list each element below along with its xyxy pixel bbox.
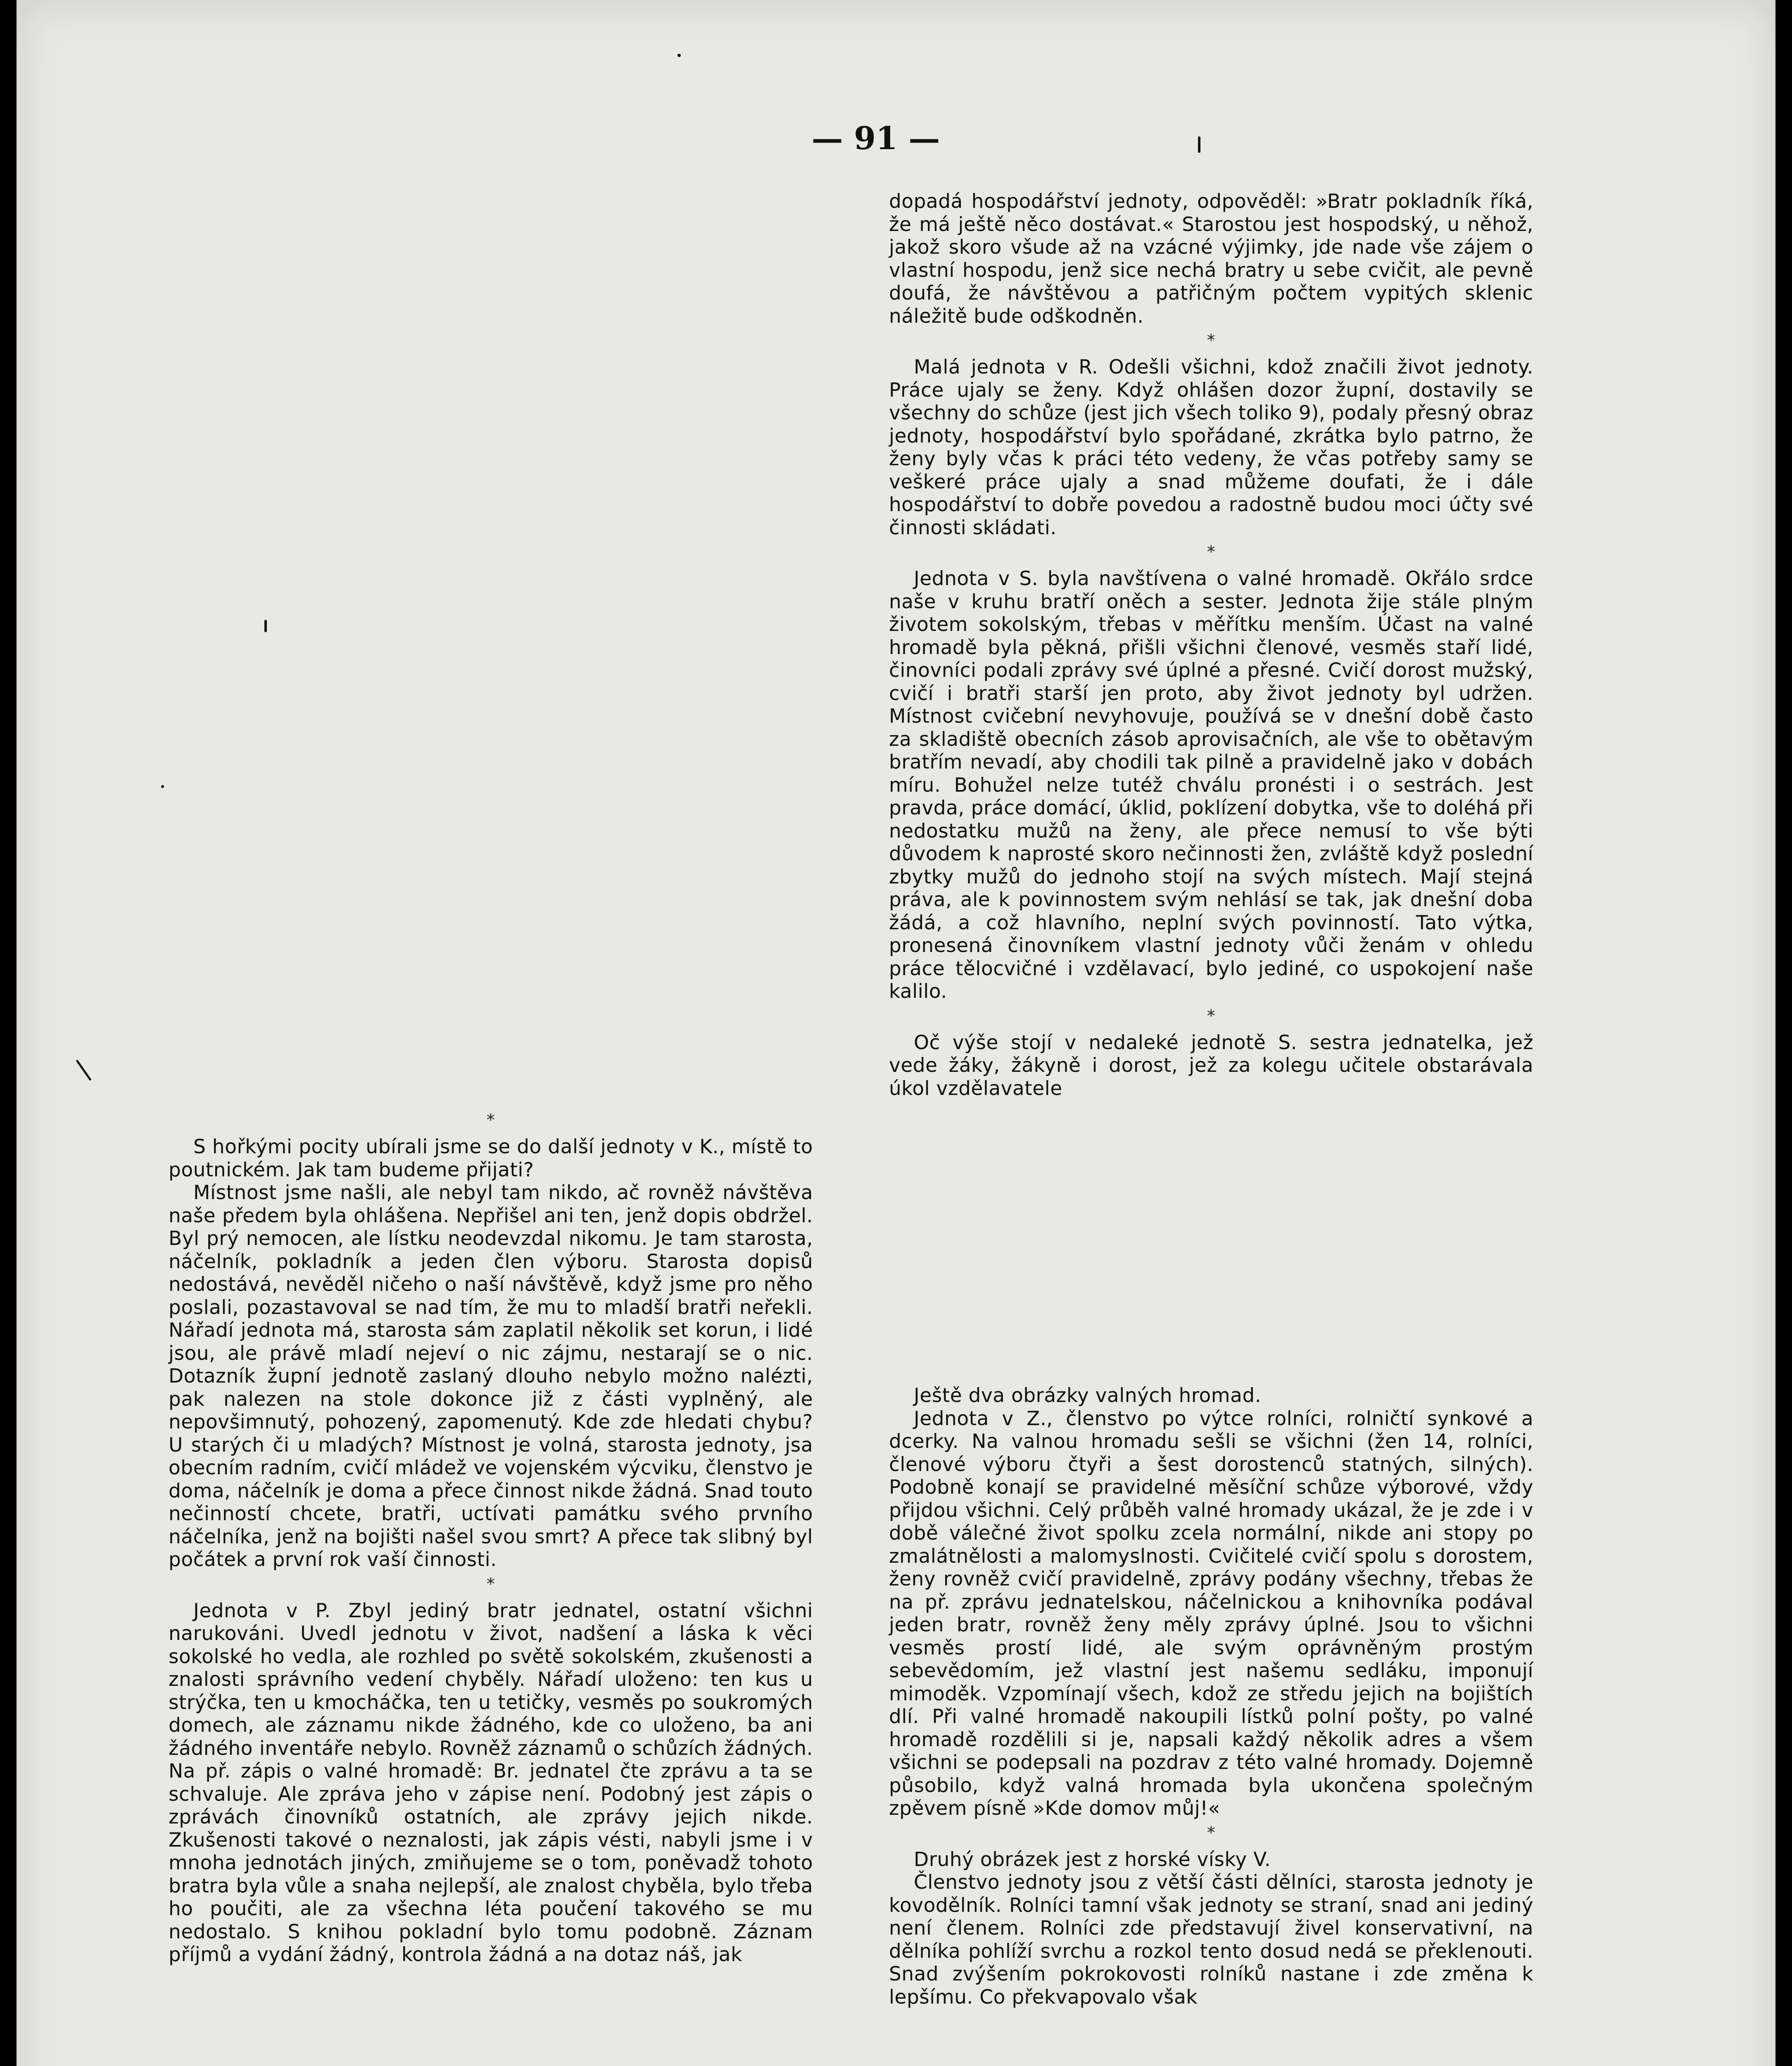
left-column bbox=[169, 1107, 813, 1966]
section-separator: * bbox=[486, 1111, 495, 1130]
paragraph-sestra-jednatelka: Oč výše stojí v nedaleké jednotě S. sestra jednatelka, jež vede žáky, žákyně i dorost, jež za kolegu učitele obstarávala úkol vzdělavatele bbox=[889, 1031, 1533, 1100]
section-separator: * bbox=[1207, 1823, 1216, 1842]
scan-speck bbox=[677, 54, 681, 57]
scan-speck bbox=[1198, 136, 1200, 153]
scan-speck bbox=[76, 1059, 92, 1081]
paragraph-jednota-r: Malá jednota v R. Odešli všichni, kdož značili život jednoty. Práce ujaly se ženy. Když ohlášen dozor župní, dostavily se všechny do schůze (jest jich všech toliko 9), podaly přesný obraz jednoty, hospodářství bylo spořádané, zkrátka bylo patrno, že ženy byly včas k práci této vedeny, že včas potřeby samy se veškeré práce ujaly a snad můžeme doufati, že i dále hospodářství to dobře povedou a radostně budou moci účty své činnosti skládati. bbox=[889, 356, 1533, 539]
section-separator: * bbox=[1207, 331, 1216, 350]
page-number: — 91 — bbox=[811, 120, 940, 157]
paragraph-jednota-p: Jednota v P. Zbyl jediný bratr jednatel, ostatní všichni narukováni. Uvedl jednotu v život, nadšení a láska k věci sokolské ho vedla, ale rozhled po světě sokolském, zkušenosti a znalosti správního vedení chyběly. Nářadí uloženo: ten kus u strýčka, ten u kmocháčka, ten u tetičky, vesměs po soukromých domech, ale záznamu nikde žádného, kde co uloženo, ba ani žádného inventáře nebylo. Rovněž záznamů o schůzích žádných. Na př. zápis o valné hromadě: Br. jednatel čte zprávu a ta se schvaluje. Ale zpráva jeho v zápise není. Podobný jest zápis o zprávách činovníků ostatních, ale zprávy jejich nikde. Zkušenosti takové o neznalosti, jak zápis vésti, nabyli jsme i v mnoha jednotách jiných, zmiňujeme se o tom, poněvadž tohoto bratra byla vůle a snaha nejlepší, ale znalost chyběla, bylo třeba ho poučiti, ale za všechna léta poučení takového se mu nedostalo. S knihou pokladní bylo tomu podobně. Záznam příjmů a vydání žádný, kontrola žádná a na dotaz náš, jak bbox=[169, 1599, 813, 1966]
right-column-top bbox=[889, 190, 1533, 1100]
scan-speck bbox=[264, 620, 267, 632]
scanned-page bbox=[17, 0, 1775, 2066]
subheading-second-picture: Druhý obrázek jest z horské vísky V. bbox=[914, 1848, 1271, 1871]
right-column-bottom bbox=[889, 1384, 1533, 2009]
paragraph-continuation: dopadá hospodářství jednoty, odpověděl: »Bratr pokladník říká, že má ještě něco dostávat.« Starostou jest hospodský, u něhož, jakož skoro všude až na vzácné výjimky, jde nade vše zájem o vlastní hospodu, jenž sice nechá bratry u sebe cvičit, ale pevně doufá, že návštěvou a patřičným počtem vypitých sklenic náležitě bude odškodněn. bbox=[889, 190, 1533, 328]
paragraph-village-v: Členstvo jednoty jsou z větší části dělníci, starosta jednoty je kovodělník. Rolníci tamní však jednoty se straní, snad ani jediný není členem. Rolníci zde představují živel konservativní, na dělníka pohlíží svrchu a rozkol tento dosud nedá se překlenouti. Snad zvýšením pokrokovosti rolníků nastane i zde změna k lepšímu. Co překvapovalo však bbox=[889, 1871, 1533, 2009]
section-separator: * bbox=[486, 1574, 495, 1594]
paragraph-jednota-z: Jednota v Z., členstvo po výtce rolníci, rolničtí synkové a dcerky. Na valnou hromadu sešli se všichni (žen 14, rolníci, členové výboru čtyři a šest dorostenců statných, silných). Podobně konají se pravidelné měsíční schůze výborové, vždy přijdou všichni. Celý průběh valné hromady ukázal, že je zde i v době válečné život spolku zcela normální, nikde ani stopy po zmalátnělosti a malomyslnosti. Cvičitelé cvičí spolu s dorostem, ženy rovněž cvičí pravidelně, zprávy podány všechny, třebas že na př. zprávu jednatelskou, náčelnickou a knihovníka podával jeden bratr, rovněž ženy měly zprávy úplné. Jsou to všichni vesměs prostí lidé, ale svým oprávněným prostým sebevědomím, jež vlastní jest našemu sedláku, imponují mimoděk. Vzpomínají všech, kdož ze středu jejich na bojištích dlí. Při valné hromadě nakoupili lístků polní pošty, po valné hromadě rozdělili si je, napsali každý několik adres a všem všichni se podepsali na pozdrav z této valné hromady. Dojemně působilo, když valná hromada byla ukončena společným zpěvem písně »Kde domov můj!« bbox=[889, 1407, 1533, 1820]
scan-speck bbox=[161, 785, 164, 788]
paragraph-jednota-s: Jednota v S. byla navštívena o valné hromadě. Okřálo srdce naše v kruhu bratří oněch a sester. Jednota žije stále plným životem sokolským, třebas v měřítku menším. Účast na valné hromadě byla pěkná, přišli všichni členové, vesměs staří lidé, činovníci podali zprávy své úplné a přesné. Cvičí dorost mužský, cvičí i bratři starší jen proto, aby život jednoty byl udržen. Místnost cvičební nevyhovuje, používá se v dnešní době často za skladiště obecních zásob aprovisačních, ale vše to obětavým bratřím nevadí, aby chodili tak pilně a pravidelně jako v dobách míru. Bohužel nelze tutéž chválu pronésti i o sestrách. Jest pravda, práce domácí, úklid, poklízení dobytka, vše to doléhá při nedostatku mužů na ženy, ale přece nemusí to vše býti důvodem k naprosté skoro nečinnosti žen, zvláště když poslední zbytky mužů do jednoho stojí na svých místech. Mají stejná práva, ale k povinnostem svým nehlásí se tak, jak dnešní doba žádá, a což hlavního, neplní svých povinností. Tato výtka, pronesená činovníkem vlastní jednoty vůči ženám v ohledu práce tělocvičné i vzdělavací, bylo jediné, co uspokojení naše kalilo. bbox=[889, 567, 1533, 1003]
paragraph-jednota-k-intro: S hořkými pocity ubírali jsme se do další jednoty v K., místě to poutnickém. Jak tam budeme přijati? bbox=[169, 1135, 813, 1181]
section-separator: * bbox=[1207, 1006, 1216, 1026]
section-separator: * bbox=[1207, 543, 1216, 562]
subheading-two-pictures: Ještě dva obrázky valných hromad. bbox=[914, 1384, 1262, 1407]
paragraph-jednota-k: Místnost jsme našli, ale nebyl tam nikdo, ač rovněž návštěva naše předem byla ohlášena. Nepřišel ani ten, jenž dopis obdržel. Byl prý nemocen, ale lístku neodevzdal nikomu. Je tam starosta, náčelník, pokladník a jeden člen výboru. Starosta dopisů nedostává, nevěděl ničeho o naší návštěvě, když jsme pro něho poslali, pozastavoval se nad tím, že mu to mladší bratři neřekli. Nářadí jednota má, starosta sám zaplatil několik set korun, i lidé jsou, ale právě mladí nejeví o nic zájmu, nestarají se o nic. Dotazník župní jednotě zaslaný dlouho nebylo možno nalézti, pak nalezen na stole dokonce již z části vyplněný, ale nepovšimnutý, pohozený, zapomenutý. Kde zde hledati chybu? U starých či u mladých? Místnost je volná, starosta jednoty, jsa obecním radním, cvičí mládež ve vojenském výcviku, členstvo je doma, náčelník je doma a přece činnost nikde žádná. Snad touto nečinností chcete, bratři, uctívati památku svého prvního náčelníka, jenž na bojišti našel svou smrt? A přece tak slibný byl počátek a první rok vaší činnosti. bbox=[169, 1181, 813, 1571]
